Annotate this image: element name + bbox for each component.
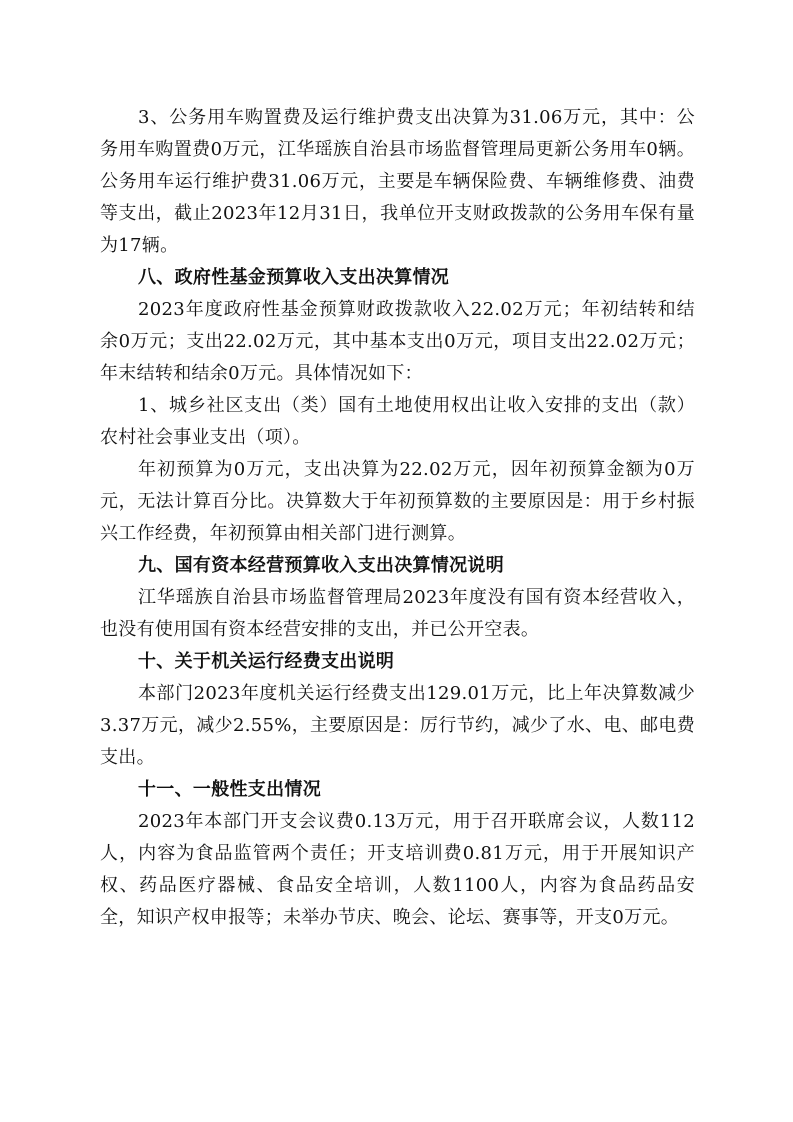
section-heading-11: 十一、一般性支出情况 — [138, 779, 321, 800]
paragraph-general-expenses: 2023年本部门开支会议费0.13万元，用于召开联席会议，人数112人，内容为食品监管两个责任；开支培训费0.81万元，用于开展知识产权、药品医疗器械、食品安全培训，人数1100人，内容为食品药品安全，知识产权申报等；未举办节庆、晚会、论坛、赛事等，开支0万元。 — [100, 811, 695, 928]
paragraph-gov-fund-detail: 年初预算为0万元，支出决算为22.02万元，因年初预算金额为0万元，无法计算百分比。决算数大于年初预算数的主要原因是：用于乡村振兴工作经费，年初预算由相关部门进行测算。 — [100, 459, 695, 544]
section-heading-9: 九、国有资本经营预算收入支出决算情况说明 — [138, 555, 504, 576]
paragraph-vehicle-expenses: 3、公务用车购置费及运行维护费支出决算为31.06万元，其中：公务用车购置费0万元，江华瑶族自治县市场监督管理局更新公务用车0辆。公务用车运行维护费31.06万元，主要是车辆保险费、车辆维修费、油费等支出，截止2023年12月31日，我单位开支财政拨款的公务用车保有量为17辆。 — [100, 107, 695, 256]
section-heading-10: 十、关于机关运行经费支出说明 — [138, 651, 395, 672]
paragraph-gov-fund-item: 1、城乡社区支出（类）国有土地使用权出让收入安排的支出（款）农村社会事业支出（项）。 — [100, 395, 695, 448]
section-heading-8: 八、政府性基金预算收入支出决算情况 — [138, 267, 450, 288]
paragraph-operating-expenses: 本部门2023年度机关运行经费支出129.01万元，比上年决算数减少3.37万元，减少2.55%，主要原因是：厉行节约，减少了水、电、邮电费支出。 — [100, 683, 695, 768]
paragraph-state-capital: 江华瑶族自治县市场监督管理局2023年度没有国有资本经营收入，也没有使用国有资本经营安排的支出，并已公开空表。 — [100, 587, 695, 640]
paragraph-gov-fund-summary: 2023年度政府性基金预算财政拨款收入22.02万元；年初结转和结余0万元；支出22.02万元，其中基本支出0万元，项目支出22.02万元；年末结转和结余0万元。具体情况如下： — [100, 299, 695, 384]
document-body — [100, 102, 695, 934]
